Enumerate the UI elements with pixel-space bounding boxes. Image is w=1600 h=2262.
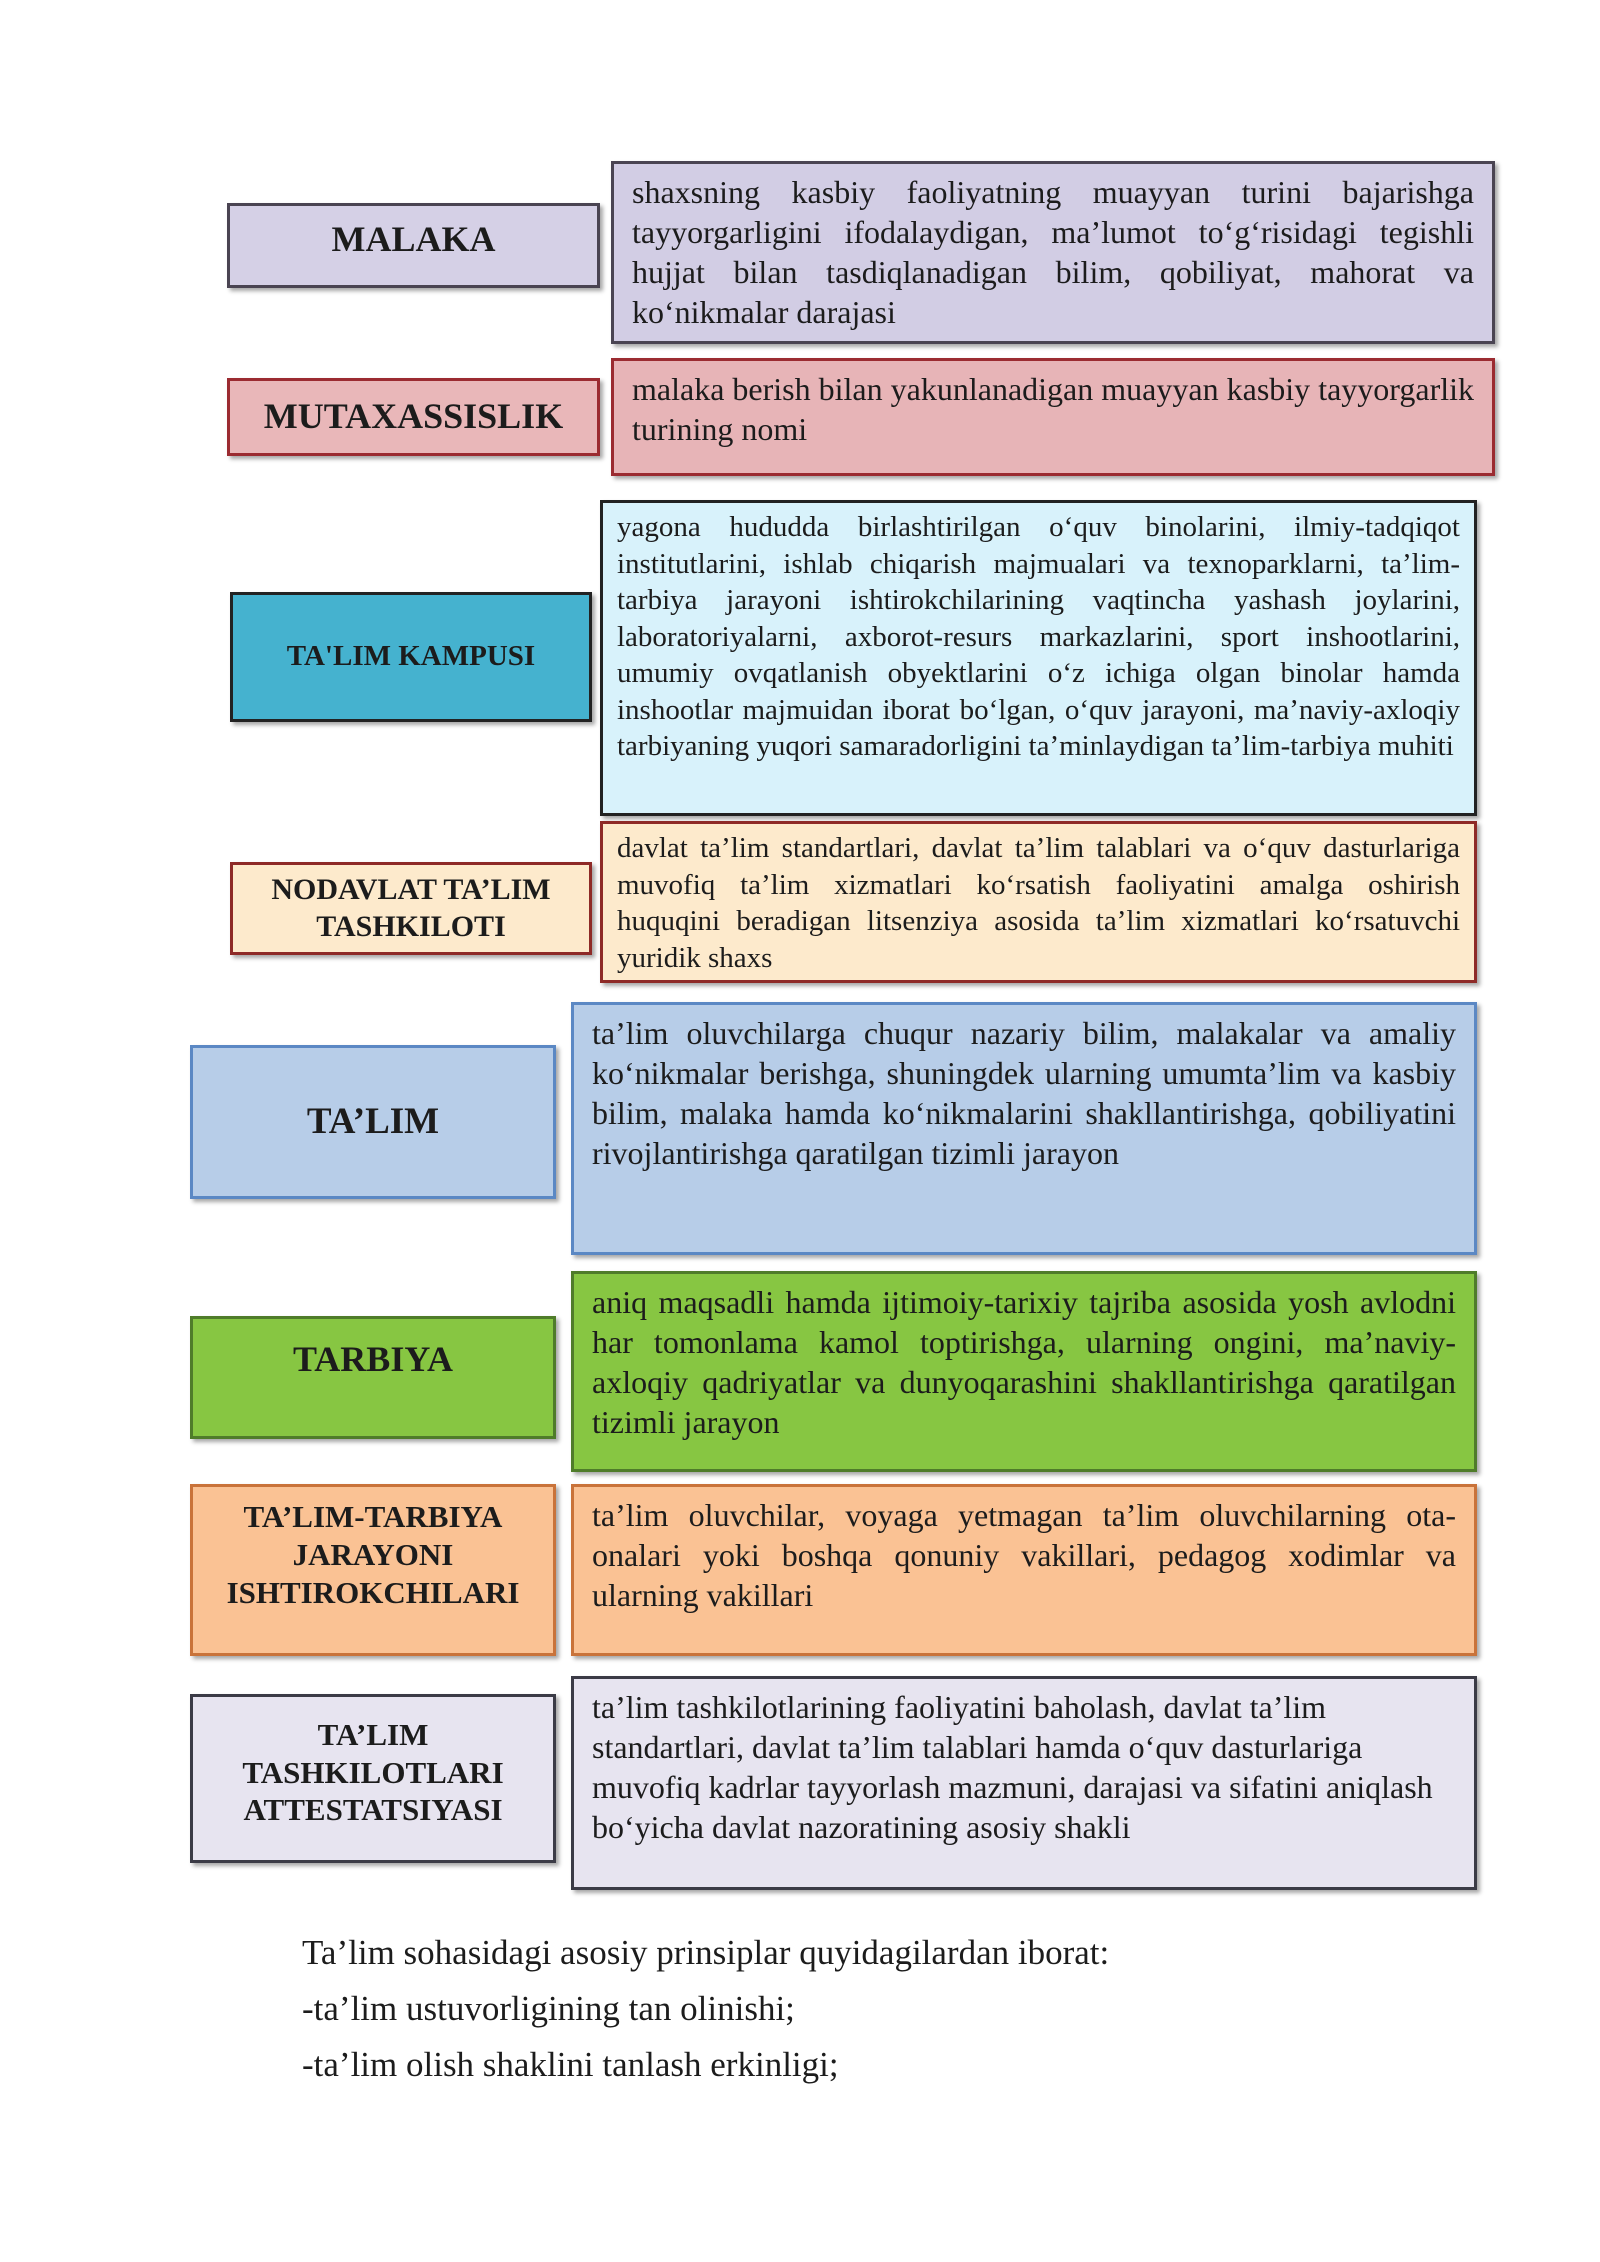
definition-text: malaka berish bilan yakunlanadigan muayyan kasbiy tayyorgarlik turining nomi: [632, 371, 1474, 447]
term-label: TA'LIM KAMPUSI: [286, 640, 536, 673]
term-label: NODAVLAT TA’LIM TASHKILOTI: [271, 872, 551, 943]
term-mutaxassislik: [227, 378, 600, 456]
term-tarbiya: [190, 1316, 556, 1439]
principles-list: [302, 1925, 1109, 2093]
term-talim-kampusi: [230, 592, 592, 722]
definition-text: davlat ta’lim standartlari, davlat ta’lim talablari va o‘quv dasturlariga muvofiq ta’lim xizmatlari ko‘rsatish faoliyatini amalga oshirish huquqini beradigan litsenziya asosida ta’lim xizmatlari ko‘rsatuvchi yuridik shaxs: [617, 832, 1460, 974]
term-label: MALAKA: [331, 218, 496, 259]
term-attestatsiya: [190, 1694, 556, 1863]
term-label: TA’LIM: [306, 1101, 440, 1143]
definition-text: ta’lim tashkilotlarining faoliyatini baholash, davlat ta’lim standartlari, davlat ta’lim talablari hamda o‘quv dasturlariga muvofiq kadrlar tayyorlash mazmuni, darajasi va sifatini aniqlash bo‘yicha davlat nazoratining asosiy shakli: [592, 1689, 1433, 1845]
term-nodavlat: [230, 862, 592, 955]
term-malaka: [227, 203, 600, 288]
term-label: TA’LIM-TARBIYA JARAYONI ISHTIROKCHILARI: [226, 1499, 520, 1610]
definition-tarbiya: [571, 1271, 1477, 1472]
term-label: MUTAXASSISLIK: [263, 396, 564, 437]
definition-attestatsiya: [571, 1676, 1477, 1890]
definition-talim: [571, 1002, 1477, 1255]
principles-intro: Ta’lim sohasidagi asosiy prinsiplar quyidagilardan iborat:: [302, 1933, 1110, 1972]
definition-ishtirokchilar: [571, 1484, 1477, 1656]
definition-talim-kampusi: [600, 500, 1477, 816]
definition-nodavlat: [600, 821, 1477, 983]
definition-mutaxassislik: [611, 358, 1495, 476]
definition-text: aniq maqsadli hamda ijtimoiy-tarixiy tajriba asosida yosh avlodni har tomonlama kamol toptirishga, ularning ongini, ma’naviy-axloqiy qadriyatlar va dunyoqarashini shakllantirishga qaratilgan tizimli jarayon: [592, 1284, 1456, 1440]
principle-item: -ta’lim olish shaklini tanlash erkinligi;: [302, 2045, 839, 2084]
term-ishtirokchilar: [190, 1484, 556, 1656]
term-label: TARBIYA: [292, 1338, 454, 1379]
definition-text: shaxsning kasbiy faoliyatning muayyan turini bajarishga tayyorgarligini ifodalaydigan, ma’lumot to‘g‘risidagi tegishli hujjat bilan tasdiqlanadigan bilim, qobiliyat, mahorat va ko‘nikmalar darajasi: [632, 174, 1474, 330]
principle-item: -ta’lim ustuvorligining tan olinishi;: [302, 1989, 795, 2028]
term-talim: [190, 1045, 556, 1199]
term-label: TA’LIM TASHKILOTLARI ATTESTATSIYASI: [242, 1716, 504, 1828]
definition-text: ta’lim oluvchilar, voyaga yetmagan ta’lim oluvchilarning ota-onalari yoki boshqa qonuniy vakillari, pedagog xodimlar va ularning vakillari: [592, 1497, 1456, 1613]
definition-text: ta’lim oluvchilarga chuqur nazariy bilim, malakalar va amaliy ko‘nikmalar berishga, shuningdek ularning umumta’lim va kasbiy bilim, malaka hamda ko‘nikmalarini shakllantirishga, qobiliyatini rivojlantirishga qaratilgan tizimli jarayon: [592, 1015, 1456, 1171]
definition-text: yagona hududda birlashtirilgan o‘quv binolarini, ilmiy-tadqiqot institutlarini, ishlab chiqarish majmualari va texnoparklarni, ta’lim-tarbiya jarayoni ishtirokchilarining vaqtincha yashash joylarini, laboratoriyalarni, axborot-resurs markazlarini, sport inshootlarini, umumiy ovqatlanish obyektlarini o‘z ichiga olgan binolar hamda inshootlar majmuidan iborat bo‘lgan, o‘quv jarayoni, ma’naviy-axloqiy tarbiyaning yuqori samaradorligini ta’minlaydigan ta’lim-tarbiya muhiti: [617, 511, 1460, 762]
definition-malaka: [611, 161, 1495, 344]
